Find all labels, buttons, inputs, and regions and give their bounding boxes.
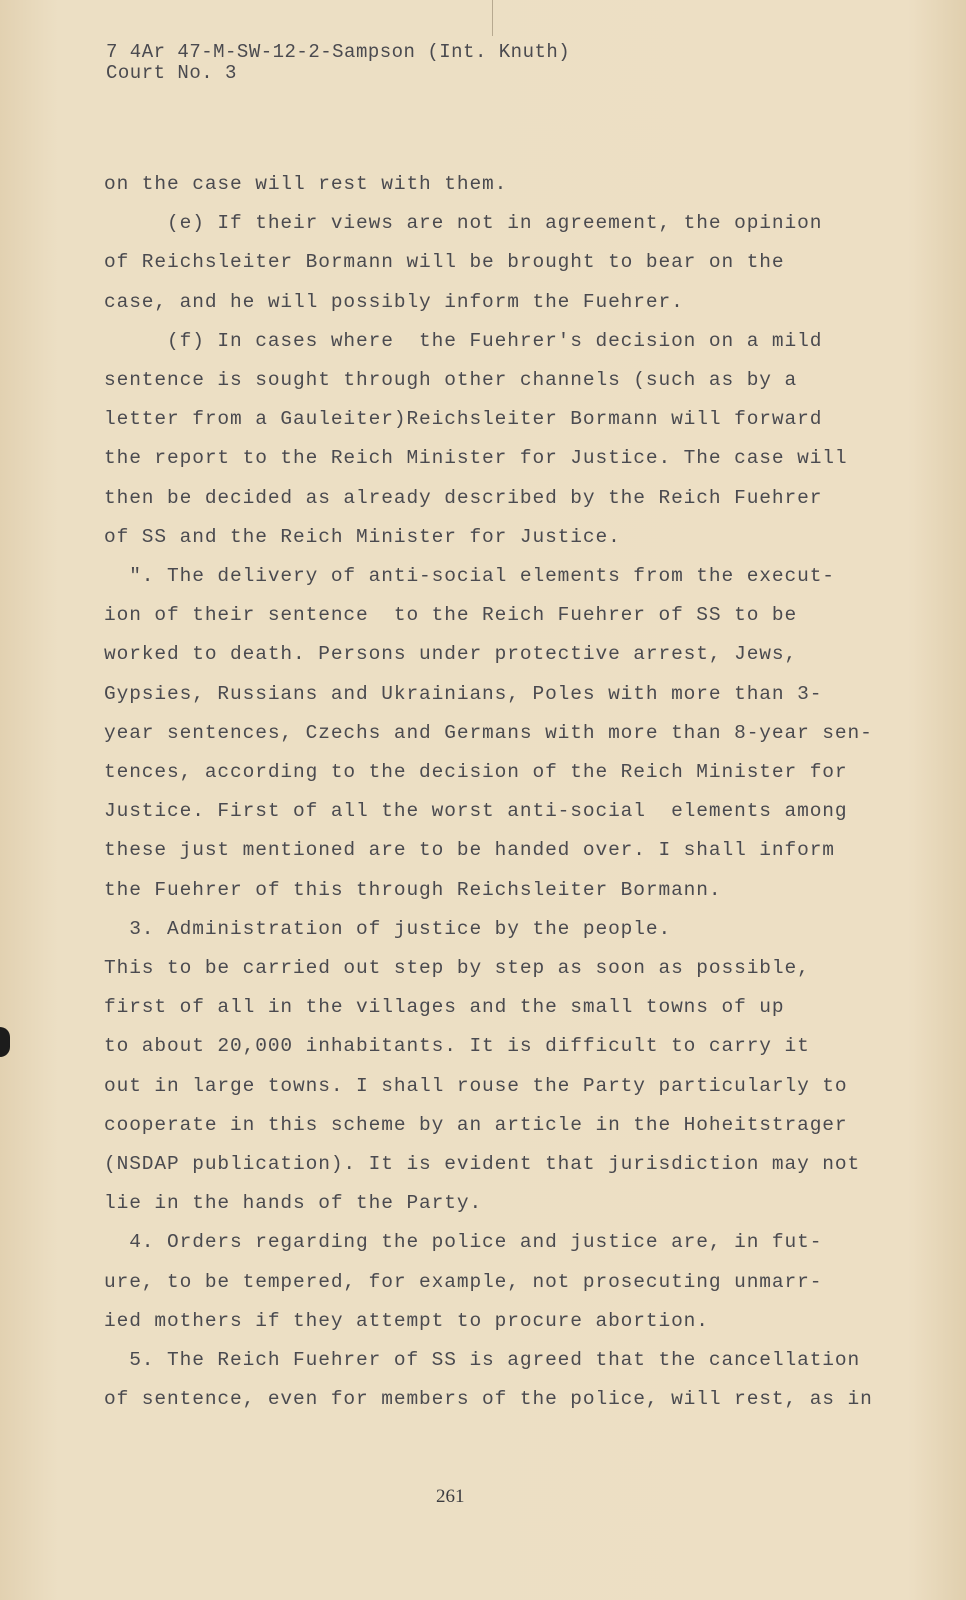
text-line: first of all in the villages and the small towns of up	[104, 996, 785, 1018]
text-line: 3. Administration of justice by the people.	[104, 918, 672, 940]
text-line: worked to death. Persons under protective arrest, Jews,	[104, 643, 798, 665]
text-line: of SS and the Reich Minister for Justice.	[104, 526, 621, 548]
text-line: these just mentioned are to be handed over. I shall inform	[104, 839, 835, 861]
text-line: sentence is sought through other channels (such as by a	[104, 369, 798, 391]
punch-hole	[0, 1027, 10, 1057]
text-line: then be decided as already described by the Reich Fuehrer	[104, 487, 823, 509]
page-number: 261	[436, 1486, 465, 1507]
text-line: tences, according to the decision of the Reich Minister for	[104, 761, 848, 783]
text-line: on the case will rest with them.	[104, 173, 508, 195]
text-line: the Fuehrer of this through Reichsleiter Bormann.	[104, 879, 722, 901]
text-line: of sentence, even for members of the police, will rest, as in	[104, 1388, 873, 1410]
text-line: (e) If their views are not in agreement, the opinion	[104, 212, 823, 234]
text-line: the report to the Reich Minister for Justice. The case will	[104, 447, 848, 469]
text-line: letter from a Gauleiter)Reichsleiter Bormann will forward	[104, 408, 823, 430]
text-line: ure, to be tempered, for example, not prosecuting unmarr-	[104, 1271, 823, 1293]
text-line: (NSDAP publication). It is evident that jurisdiction may not	[104, 1153, 861, 1175]
text-line: 4. Orders regarding the police and justice are, in fut-	[104, 1231, 823, 1253]
text-line: This to be carried out step by step as soon as possible,	[104, 957, 810, 979]
text-line: cooperate in this scheme by an article in the Hoheitstrager	[104, 1114, 848, 1136]
text-line: to about 20,000 inhabitants. It is difficult to carry it	[104, 1035, 810, 1057]
text-line: Gypsies, Russians and Ukrainians, Poles with more than 3-	[104, 683, 823, 705]
text-line: ". The delivery of anti-social elements from the execut-	[104, 565, 835, 587]
case-reference: 7 4Ar 47-M-SW-12-2-Sampson (Int. Knuth)	[106, 41, 571, 63]
text-line: Justice. First of all the worst anti-social elements among	[104, 800, 848, 822]
text-line: ion of their sentence to the Reich Fuehrer of SS to be	[104, 604, 798, 626]
text-line: (f) In cases where the Fuehrer's decision on a mild	[104, 330, 823, 352]
court-number: Court No. 3	[106, 62, 237, 84]
text-line: case, and he will possibly inform the Fuehrer.	[104, 291, 684, 313]
document-header	[106, 42, 570, 84]
text-line: ied mothers if they attempt to procure abortion.	[104, 1310, 709, 1332]
text-line: out in large towns. I shall rouse the Party particularly to	[104, 1075, 848, 1097]
text-line: year sentences, Czechs and Germans with more than 8-year sen-	[104, 722, 873, 744]
text-line: of Reichsleiter Bormann will be brought to bear on the	[104, 251, 785, 273]
text-line: 5. The Reich Fuehrer of SS is agreed that the cancellation	[104, 1349, 861, 1371]
paper-crease	[492, 0, 493, 36]
text-line: lie in the hands of the Party.	[104, 1192, 483, 1214]
